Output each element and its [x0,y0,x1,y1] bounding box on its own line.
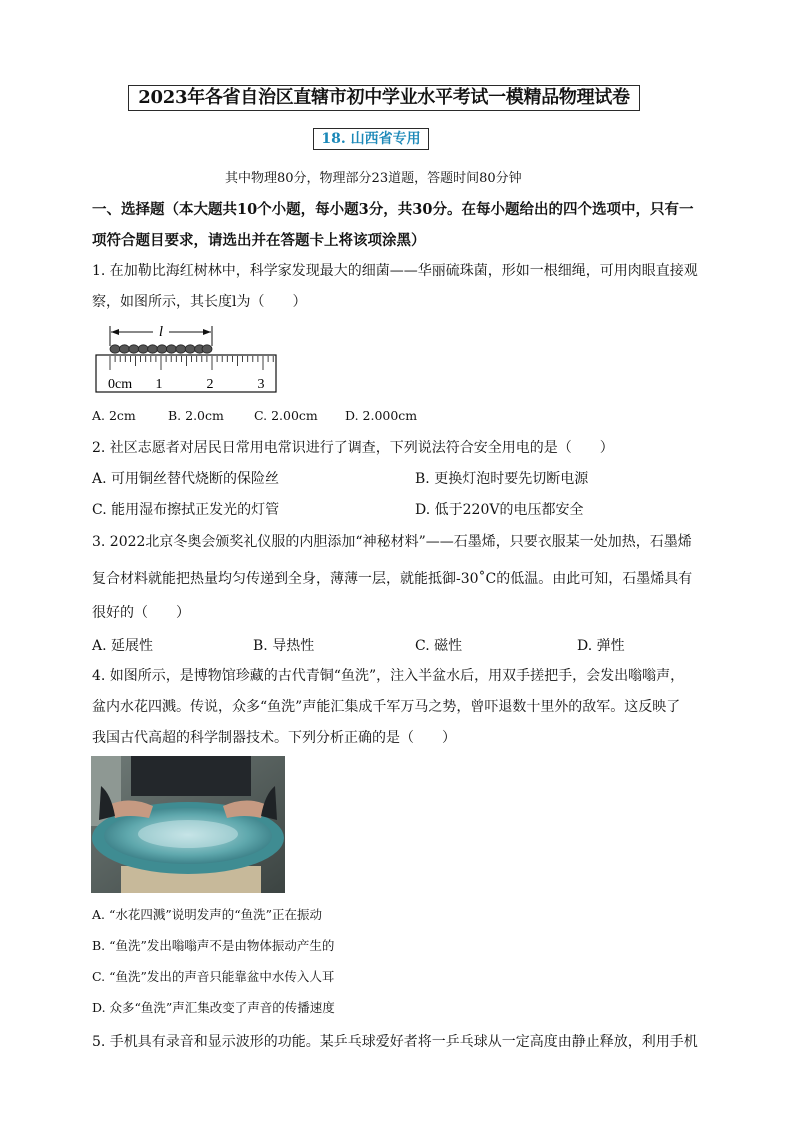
q2-option-c: C. 能用湿布擦拭正发光的灯管 [92,502,280,518]
q4-stem-line3: 我国古代高超的科学制器技术。下列分析正确的是（ ） [92,730,456,746]
exam-subtitle: 18. 山西省专用 [313,128,429,150]
exam-note: 其中物理80分，物理部分23道题，答题时间80分钟 [225,171,522,186]
tick-label-3: 3 [257,377,265,392]
q1-option-a: A. 2cm [92,408,136,423]
q3-option-d: D. 弹性 [577,638,625,654]
section-heading-line1: 一、选择题（本大题共10个小题，每小题3分，共30分。在每小题给出的四个选项中，只有一 [92,201,694,218]
bacterium-chain [110,345,212,353]
q3-option-b: B. 导热性 [253,638,315,654]
exam-title: 2023年各省自治区直辖市初中学业水平考试一模精品物理试卷 [128,85,640,111]
tick-label-1: 1 [155,377,163,392]
q3-stem-line3: 很好的（ ） [92,605,190,621]
ruler-figure [95,322,280,394]
q4-stem-line1: 4. 如图所示，是博物馆珍藏的古代青铜“鱼洗”，注入半盆水后，用双手搓把手，会发出嗡嗡声， [92,668,685,684]
q3-option-c: C. 磁性 [415,638,463,654]
q5-stem-line1: 5. 手机具有录音和显示波形的功能。某乒乓球爱好者将一乒乓球从一定高度由静止释放，利用手机 [92,1034,698,1050]
q2-stem: 2. 社区志愿者对居民日常用电常识进行了调查，下列说法符合安全用电的是（ ） [92,440,614,456]
section-heading-line2: 项符合题目要求，请选出并在答题卡上将该项涂黑） [92,232,426,249]
length-label: l [158,324,164,340]
q4-option-a: A. “水花四溅”说明发声的“鱼洗”正在振动 [92,907,323,922]
tick-label-2: 2 [206,377,214,392]
arrowhead-right [203,329,211,335]
q1-option-d: D. 2.000cm [345,408,418,423]
q4-option-b: B. “鱼洗”发出嗡嗡声不是由物体振动产生的 [92,938,335,953]
q4-option-c: C. “鱼洗”发出的声音只能靠盆中水传入人耳 [92,969,335,984]
q1-option-c: C. 2.00cm [254,408,318,423]
fish-basin-photo [91,756,285,893]
q4-stem-line2: 盆内水花四溅。传说，众多“鱼洗”声能汇集成千军万马之势，曾吓退数十里外的敌军。这反映了 [92,699,681,715]
q3-stem-line2: 复合材料就能把热量均匀传递到全身，薄薄一层，就能抵御-30˚C的低温。由此可知，石墨烯具有 [92,571,693,587]
q2-option-d: D. 低于220V的电压都安全 [415,502,584,518]
q4-option-d: D. 众多“鱼洗”声汇集改变了声音的传播速度 [92,1000,335,1015]
q3-option-a: A. 延展性 [92,638,154,654]
q2-option-a: A. 可用铜丝替代烧断的保险丝 [92,471,280,487]
q1-option-b: B. 2.0cm [168,408,224,423]
q1-stem-line1: 1. 在加勒比海红树林中，科学家发现最大的细菌——华丽硫珠菌，形如一根细绳，可用肉眼直接观 [92,263,698,279]
q3-stem-line1: 3. 2022北京冬奥会颁奖礼仪服的内胆添加“神秘材料”——石墨烯，只要衣服某一处加热，石墨烯 [92,534,692,550]
tick-label-0: 0cm [108,377,133,392]
q1-stem-line2: 察，如图所示，其长度l为（ ） [92,294,307,310]
arrowhead-left [111,329,119,335]
q2-option-b: B. 更换灯泡时要先切断电源 [415,471,589,487]
